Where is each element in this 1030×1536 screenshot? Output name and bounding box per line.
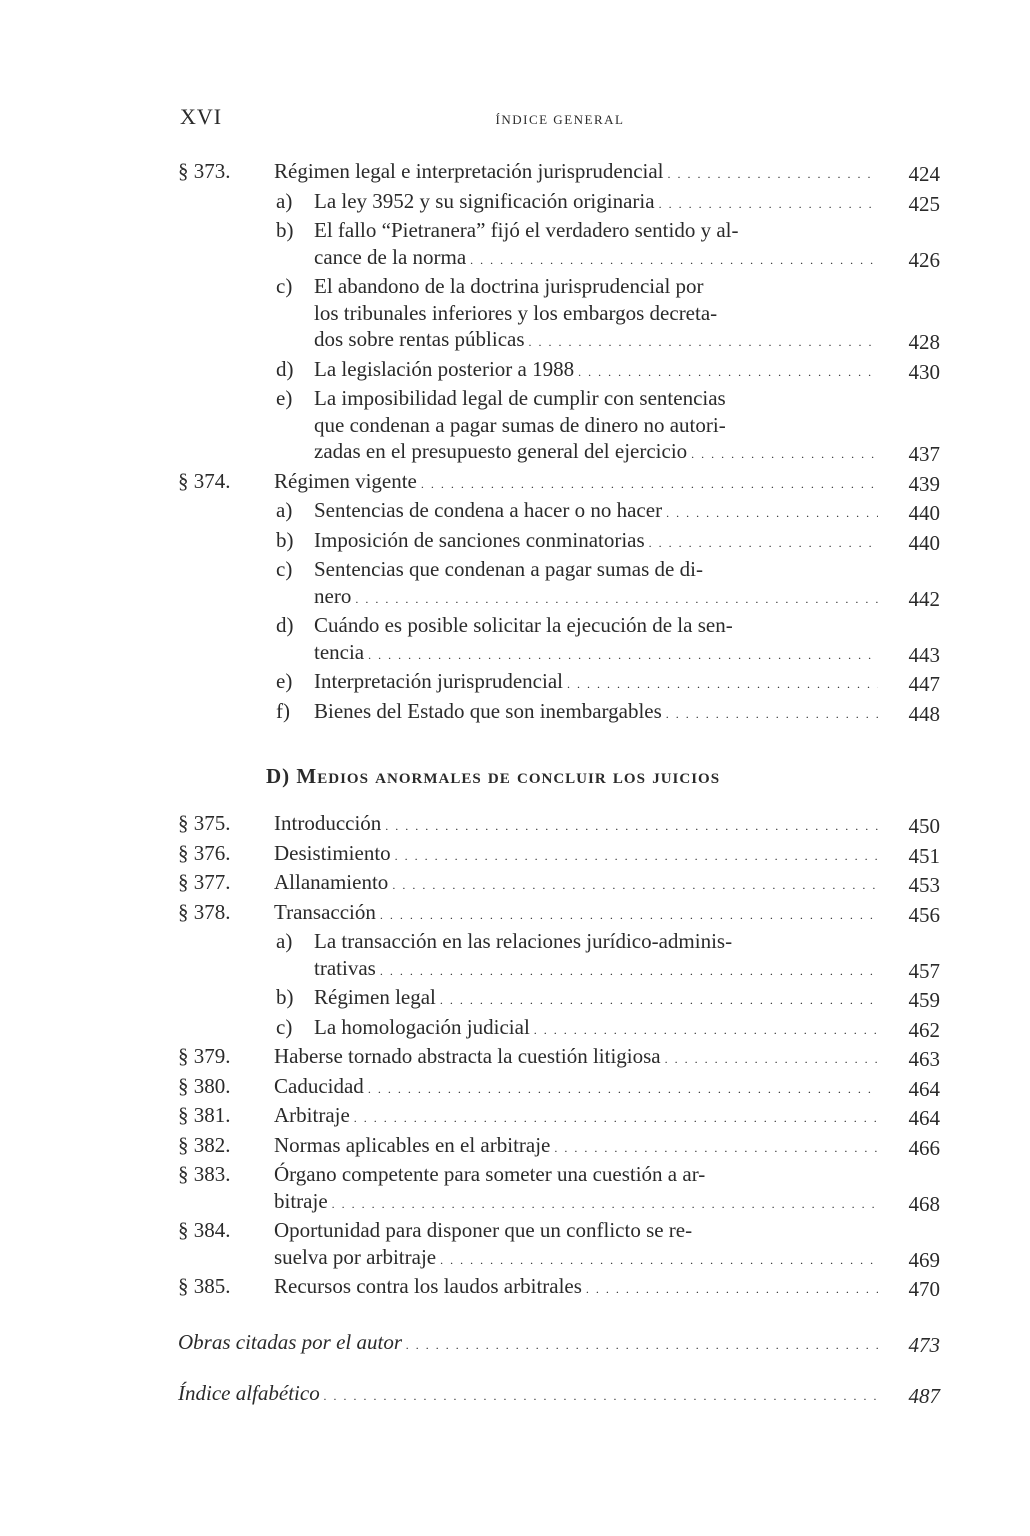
leader-dots xyxy=(332,1191,878,1218)
subsection-letter: b) xyxy=(276,985,294,1009)
leader-dots xyxy=(354,1105,878,1132)
entry-title-last-line xyxy=(274,1273,882,1303)
entry-title-text: bitraje xyxy=(274,1188,328,1213)
section-number: § 381. xyxy=(178,1103,231,1127)
entry-title xyxy=(314,356,882,386)
toc-entry xyxy=(178,1102,940,1132)
entry-title-text: cance de la norma xyxy=(314,244,467,269)
entry-title-text: Transacción xyxy=(274,899,376,924)
entry-title-line: La transacción en las relaciones jurídico-adminis- xyxy=(314,929,733,953)
page-number: 425 xyxy=(908,191,940,216)
entry-title-last-line xyxy=(274,158,882,188)
entry-title-last-line xyxy=(314,244,882,274)
toc-entry xyxy=(178,497,940,527)
page-number: 463 xyxy=(908,1047,940,1071)
entry-title-line: El fallo “Pietranera” fijó el verdadero sentido y al- xyxy=(314,218,739,242)
entry-title xyxy=(314,698,882,728)
leader-dots xyxy=(578,359,878,386)
page-number: 464 xyxy=(908,1106,940,1130)
page-number: 437 xyxy=(908,442,940,466)
section-number: § 376. xyxy=(178,840,231,865)
entry-title-last-line xyxy=(274,840,882,870)
entry-title xyxy=(314,385,882,468)
page-number: 453 xyxy=(908,873,940,897)
section-number: § 375. xyxy=(178,811,231,835)
entry-title-text: nero xyxy=(314,583,352,608)
subsection-letter: d) xyxy=(276,356,294,381)
toc-entry xyxy=(178,869,940,899)
page-number: 426 xyxy=(908,247,940,272)
section-number: § 377. xyxy=(178,870,231,894)
page-number: 468 xyxy=(908,1191,940,1216)
entry-title xyxy=(314,928,882,984)
entry-title xyxy=(274,1043,882,1073)
toc-entry xyxy=(178,1014,940,1044)
page-number: 440 xyxy=(908,530,940,555)
entry-title-last-line xyxy=(274,1132,882,1162)
entry-title-line: Oportunidad para disponer que un conflicto se re- xyxy=(274,1218,693,1242)
leader-dots xyxy=(421,471,878,498)
toc-entry xyxy=(178,188,940,218)
toc-entry xyxy=(178,1273,940,1303)
toc-entry xyxy=(178,1043,940,1073)
section-number: § 382. xyxy=(178,1132,231,1157)
toc-entry xyxy=(178,1329,940,1359)
entry-title-last-line xyxy=(314,639,882,669)
entry-title xyxy=(274,1217,882,1273)
entry-title-text: Índice alfabético xyxy=(178,1381,320,1405)
entry-title-text: La legislación posterior a 1988 xyxy=(314,356,575,381)
toc-entry xyxy=(178,1073,940,1103)
entry-title-last-line xyxy=(314,438,882,468)
entry-title xyxy=(274,1073,882,1103)
section-number: § 380. xyxy=(178,1073,231,1098)
entry-title-text: Introducción xyxy=(274,811,382,835)
entry-title-text: Caducidad xyxy=(274,1073,364,1098)
subsection-letter: e) xyxy=(276,386,293,410)
page-number: 428 xyxy=(908,330,940,354)
page-number: 464 xyxy=(908,1076,940,1101)
entry-title-last-line xyxy=(314,497,882,527)
page-number: 462 xyxy=(908,1017,940,1042)
section-number: § 378. xyxy=(178,899,231,924)
entry-title-last-line xyxy=(314,698,882,728)
page-number: 440 xyxy=(908,501,940,525)
leader-dots xyxy=(380,958,878,985)
entry-title-last-line xyxy=(274,1244,882,1274)
entry-title xyxy=(274,810,882,840)
entry-title xyxy=(274,1102,882,1132)
page-number: 450 xyxy=(908,814,940,838)
entry-title xyxy=(314,612,882,668)
entry-title xyxy=(274,869,882,899)
leader-dots xyxy=(368,642,878,669)
page-number: 466 xyxy=(908,1135,940,1160)
page-number: 473 xyxy=(908,1332,940,1357)
leader-dots xyxy=(567,671,878,698)
entry-title-line: que condenan a pagar sumas de dinero no autori- xyxy=(314,412,726,437)
entry-title-last-line xyxy=(314,583,882,613)
section-number: § 374. xyxy=(178,468,231,493)
subsection-letter: a) xyxy=(276,929,293,953)
leader-dots xyxy=(324,1383,878,1410)
entry-title-text: Allanamiento xyxy=(274,870,389,894)
leader-dots xyxy=(534,1017,878,1044)
toc-entry xyxy=(178,840,940,870)
entry-title-last-line xyxy=(314,188,882,218)
toc-entry xyxy=(178,984,940,1014)
toc-backmatter xyxy=(178,1329,940,1410)
entry-title xyxy=(314,527,882,557)
running-title: ÍNDICE GENERAL xyxy=(495,112,625,127)
entry-title-last-line xyxy=(314,955,882,985)
page-number: 470 xyxy=(908,1277,940,1301)
toc-entry xyxy=(178,668,940,698)
leader-dots xyxy=(649,530,878,557)
leader-dots xyxy=(470,247,878,274)
running-head xyxy=(180,104,940,134)
entry-title-text: Desistimiento xyxy=(274,840,391,865)
entry-title-last-line xyxy=(274,1188,882,1218)
entry-title-text: Interpretación jurisprudencial xyxy=(314,669,563,693)
leader-dots xyxy=(554,1135,878,1162)
subsection-letter: a) xyxy=(276,188,293,213)
entry-title-last-line xyxy=(274,810,882,840)
entry-title-last-line xyxy=(314,984,882,1014)
section-number: § 383. xyxy=(178,1162,231,1186)
entry-title-last-line xyxy=(314,668,882,698)
entry-title-text: zadas en el presupuesto general del ejercicio xyxy=(314,439,688,463)
entry-title xyxy=(274,158,882,188)
toc-entry xyxy=(178,928,940,984)
entry-title-last-line xyxy=(274,1073,882,1103)
toc-entry xyxy=(178,217,940,273)
section-number: § 379. xyxy=(178,1044,231,1068)
subsection-letter: b) xyxy=(276,218,294,242)
entry-title-text: Normas aplicables en el arbitraje xyxy=(274,1132,551,1157)
entry-title-last-line xyxy=(274,468,882,498)
entry-title xyxy=(178,1380,882,1410)
toc-entry xyxy=(178,273,940,356)
entry-title xyxy=(274,1161,882,1217)
entry-title-text: suelva por arbitraje xyxy=(274,1244,437,1269)
entry-title-line: Sentencias que condenan a pagar sumas de di- xyxy=(314,557,703,581)
subsection-letter: c) xyxy=(276,274,293,298)
entry-title-text: Régimen legal e interpretación jurisprudencial xyxy=(274,159,664,183)
leader-dots xyxy=(666,701,878,728)
subsection-letter: e) xyxy=(276,669,293,693)
subsection-letter: b) xyxy=(276,527,294,552)
entry-title-text: Recursos contra los laudos arbitrales xyxy=(274,1274,582,1298)
entry-title xyxy=(274,840,882,870)
page-number: 442 xyxy=(908,586,940,611)
page-number: 430 xyxy=(908,359,940,384)
leader-dots xyxy=(385,813,878,840)
toc-entry xyxy=(178,356,940,386)
entry-title xyxy=(274,899,882,929)
entry-title xyxy=(314,497,882,527)
page-number: 443 xyxy=(908,642,940,667)
toc-group-a xyxy=(178,158,940,727)
entry-title-last-line xyxy=(178,1380,882,1410)
entry-title-last-line xyxy=(274,1102,882,1132)
entry-title xyxy=(314,556,882,612)
entry-title-text: Bienes del Estado que son inembargables xyxy=(314,698,662,723)
leader-dots xyxy=(395,843,878,870)
toc-entry xyxy=(178,698,940,728)
entry-title-text: La ley 3952 y su significación originaria xyxy=(314,188,655,213)
entry-title xyxy=(314,273,882,356)
entry-title xyxy=(314,188,882,218)
toc-entry xyxy=(178,899,940,929)
entry-title-last-line xyxy=(178,1329,882,1359)
entry-title xyxy=(274,468,882,498)
page-number: 439 xyxy=(908,471,940,496)
entry-title-text: trativas xyxy=(314,955,376,980)
subsection-letter: c) xyxy=(276,557,293,581)
entry-title-last-line xyxy=(314,326,882,356)
subsection-letter: a) xyxy=(276,498,293,522)
page-number: 451 xyxy=(908,843,940,868)
section-number: § 373. xyxy=(178,159,231,183)
subsection-letter: c) xyxy=(276,1014,293,1039)
entry-title-text: Régimen vigente xyxy=(274,468,417,493)
entry-title-line: Órgano competente para someter una cuestión a ar- xyxy=(274,1162,706,1186)
entry-title-text: tencia xyxy=(314,639,365,664)
entry-title xyxy=(274,1273,882,1303)
entry-title-text: Haberse tornado abstracta la cuestión litigiosa xyxy=(274,1044,661,1068)
entry-title-text: Obras citadas por el autor xyxy=(178,1329,403,1354)
leader-dots xyxy=(368,1076,878,1103)
leader-dots xyxy=(380,902,878,929)
toc-entry xyxy=(178,810,940,840)
page-number: 487 xyxy=(908,1384,940,1408)
entry-title xyxy=(314,984,882,1014)
toc-entry xyxy=(178,385,940,468)
page-number: 447 xyxy=(908,672,940,696)
toc-entry xyxy=(178,1161,940,1217)
spacer xyxy=(178,1358,940,1380)
toc-entry xyxy=(178,1380,940,1410)
leader-dots xyxy=(659,191,878,218)
entry-title-line: Cuándo es posible solicitar la ejecución de la sen- xyxy=(314,613,733,637)
entry-title-text: La homologación judicial xyxy=(314,1014,530,1039)
leader-dots xyxy=(666,500,878,527)
leader-dots xyxy=(665,1046,878,1073)
entry-title-line: los tribunales inferiores y los embargos decreta- xyxy=(314,300,718,325)
entry-title xyxy=(274,1132,882,1162)
section-number: § 384. xyxy=(178,1218,231,1242)
page-folio: XVI xyxy=(180,104,223,129)
leader-dots xyxy=(586,1276,878,1303)
entry-title-last-line xyxy=(314,527,882,557)
leader-dots xyxy=(668,161,878,188)
entry-title-text: Arbitraje xyxy=(274,1103,350,1127)
table-of-contents xyxy=(178,158,940,1410)
page-number: 469 xyxy=(908,1247,940,1272)
page-number: 457 xyxy=(908,958,940,983)
toc-entry xyxy=(178,527,940,557)
toc-entry xyxy=(178,468,940,498)
page-number: 448 xyxy=(908,701,940,726)
toc-entry xyxy=(178,1132,940,1162)
toc-entry xyxy=(178,1217,940,1273)
page-number: 459 xyxy=(908,988,940,1012)
page-number: 456 xyxy=(908,902,940,927)
entry-title xyxy=(178,1329,882,1359)
toc-entry xyxy=(178,556,940,612)
entry-title-line: La imposibilidad legal de cumplir con sentencias xyxy=(314,386,726,410)
subsection-letter: f) xyxy=(276,698,290,723)
leader-dots xyxy=(691,441,878,468)
entry-title xyxy=(314,668,882,698)
leader-dots xyxy=(355,586,878,613)
entry-title-last-line xyxy=(274,869,882,899)
section-number: § 385. xyxy=(178,1274,231,1298)
toc-entry xyxy=(178,158,940,188)
leader-dots xyxy=(440,1247,878,1274)
entry-title-text: Régimen legal xyxy=(314,985,436,1009)
entry-title-text: Imposición de sanciones conminatorias xyxy=(314,527,645,552)
entry-title-last-line xyxy=(274,1043,882,1073)
entry-title-text: dos sobre rentas públicas xyxy=(314,327,525,351)
subsection-letter: d) xyxy=(276,613,294,637)
entry-title-last-line xyxy=(274,899,882,929)
toc-group-b xyxy=(178,810,940,1303)
leader-dots xyxy=(529,329,878,356)
leader-dots xyxy=(406,1332,878,1359)
entry-title-last-line xyxy=(314,1014,882,1044)
entry-title-last-line xyxy=(314,356,882,386)
entry-title-line: El abandono de la doctrina jurisprudencial por xyxy=(314,274,704,298)
toc-entry xyxy=(178,612,940,668)
section-heading: D) Medios anormales de concluir los juicios xyxy=(266,764,721,788)
page-number: 424 xyxy=(908,162,940,186)
leader-dots xyxy=(392,872,878,899)
entry-title xyxy=(314,217,882,273)
entry-title xyxy=(314,1014,882,1044)
leader-dots xyxy=(440,987,878,1014)
entry-title-text: Sentencias de condena a hacer o no hacer xyxy=(314,498,663,522)
